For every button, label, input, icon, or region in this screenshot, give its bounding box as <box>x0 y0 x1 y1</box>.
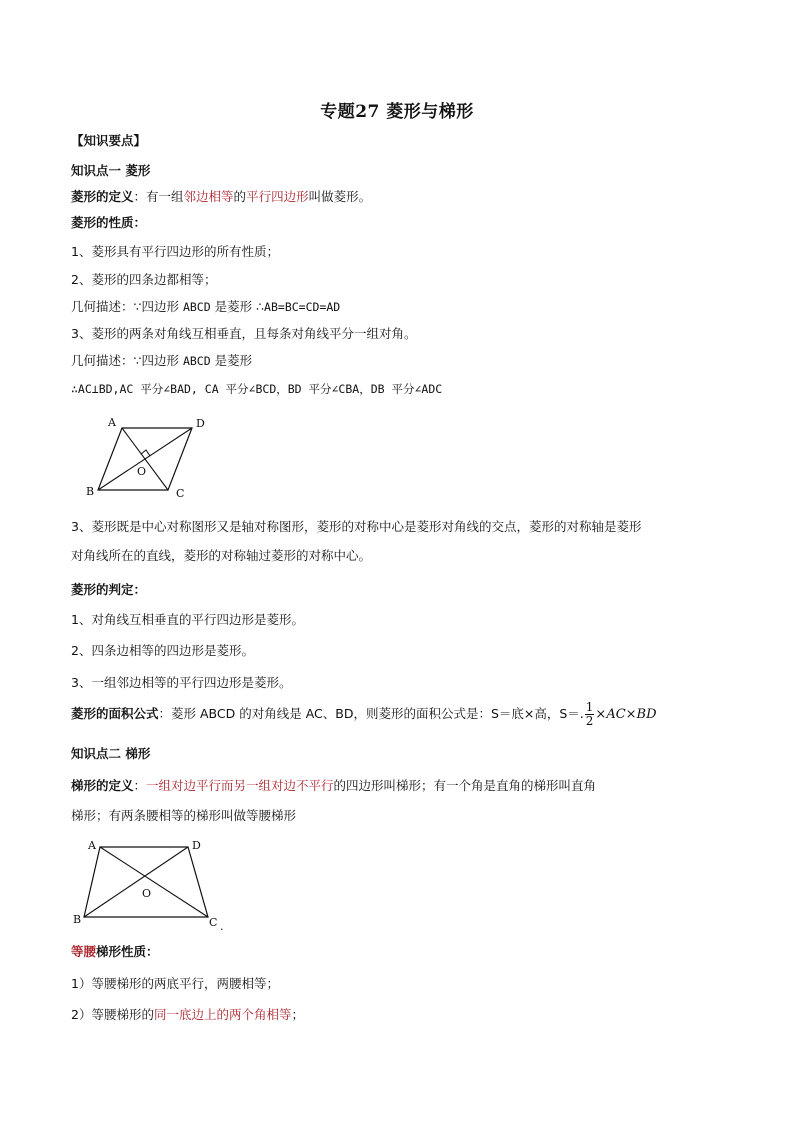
trap-def-red: 一组对边平行而另一组对边不平行 <box>146 778 334 793</box>
rhombus-area-formula <box>71 700 657 729</box>
area-tail: ×AC×BD <box>595 707 657 722</box>
trap-def-colon: ： <box>133 778 147 793</box>
trapezoid-label-d: D <box>192 839 201 852</box>
iso2-prefix: 2）等腰梯形的 <box>71 1007 154 1022</box>
kp1-heading: 知识点一 菱形 <box>71 163 151 178</box>
rhombus-prop-1: 1、菱形具有平行四边形的所有性质； <box>71 244 279 259</box>
isosceles-prop-2 <box>71 1007 304 1023</box>
rhombus-def-text1: ：有一组 <box>133 189 184 204</box>
symmetry-line-1: 3、菱形既是中心对称图形又是轴对称图形，菱形的对称中心是菱形对角线的交点，菱形的对称轴是菱形 <box>71 519 642 534</box>
trapezoid-label-a: A <box>88 839 96 852</box>
trapezoid-label-b: B <box>73 913 82 926</box>
area-fraction-numerator: 1 <box>585 700 594 714</box>
trapezoid-diagonal-bd <box>84 847 188 917</box>
rhombus-prop-3: 3、菱形的两条对角线互相垂直，且每条对角线平分一组对角。 <box>71 326 417 341</box>
iso2-end: ； <box>291 1007 304 1022</box>
trapezoid-shape <box>84 847 208 917</box>
geo2-end: 是菱形 <box>210 353 253 368</box>
trapezoid-period: . <box>220 920 224 933</box>
trapezoid-label-o: O <box>142 887 152 900</box>
trapezoid-definition <box>71 778 596 794</box>
trap-def-label: 梯形的定义 <box>71 778 134 793</box>
section-header: 【知识要点】 <box>71 133 147 148</box>
area-label: 菱形的面积公式 <box>71 706 159 721</box>
geo1-abcd: ABCD <box>182 300 211 314</box>
symmetry-line-2: 对角线所在的直线，菱形的对称轴过菱形的对称中心。 <box>71 548 372 563</box>
trapezoid-definition-line2: 梯形；有两条腰相等的梯形叫做等腰梯形 <box>71 808 297 823</box>
area-fraction-denominator: 2 <box>585 714 594 728</box>
rhombus-label-c: C <box>176 487 185 500</box>
isosceles-prop-1: 1）等腰梯形的两底平行，两腰相等； <box>71 976 279 991</box>
iso-label-red: 等腰 <box>71 944 97 959</box>
geo1-prefix: 几何描述：∵四边形 <box>71 299 183 314</box>
rhombus-def-text2: 的 <box>233 189 247 204</box>
geo2-abcd: ABCD <box>182 354 211 368</box>
geometry-desc-1 <box>71 299 340 315</box>
rhombus-diagonal-bd <box>98 428 192 490</box>
rhombus-props-label: 菱形的性质： <box>71 215 147 230</box>
rhombus-def-red2: 平行四边形 <box>246 189 309 204</box>
trapezoid-diagonal-ac <box>100 847 208 917</box>
isosceles-props-label <box>71 944 159 960</box>
rhombus-def-text3: 叫做菱形。 <box>308 189 372 204</box>
area-fraction <box>585 701 595 728</box>
geometry-desc-2 <box>71 353 252 369</box>
iso-label-black: 梯形性质： <box>96 944 159 959</box>
rhombus-judge-3: 3、一组邻边相等的平行四边形是菱形。 <box>71 675 292 690</box>
rhombus-diagram <box>80 410 205 510</box>
rhombus-judge-1: 1、对角线互相垂直的平行四边形是菱形。 <box>71 612 304 627</box>
kp2-heading: 知识点二 梯形 <box>71 746 151 761</box>
rhombus-label-o: O <box>137 465 147 478</box>
page-title: 专题27 菱形与梯形 <box>320 102 474 122</box>
trapezoid-label-c: C <box>209 916 218 929</box>
rhombus-symmetry-paragraph <box>71 512 721 570</box>
iso2-red: 同一底边上的两个角相等 <box>153 1007 292 1022</box>
rhombus-label-a: A <box>108 416 116 429</box>
geo1-mid: 是菱形 ∴ <box>210 299 265 314</box>
trapezoid-diagram <box>70 835 230 935</box>
area-text: ：菱形 ABCD 的对角线是 AC、BD，则菱形的面积公式是：S＝底×高，S＝. <box>158 706 584 721</box>
rhombus-judge-2: 2、四条边相等的四边形是菱形。 <box>71 643 254 658</box>
rhombus-definition <box>71 189 371 205</box>
geo2-prefix: 几何描述：∵四边形 <box>71 353 183 368</box>
rhombus-def-label: 菱形的定义 <box>71 189 134 204</box>
rhombus-label-b: B <box>86 485 95 498</box>
rhombus-judge-label: 菱形的判定： <box>71 582 147 597</box>
rhombus-label-d: D <box>196 417 205 430</box>
geo1-eq: AB=BC=CD=AD <box>264 300 341 314</box>
geometry-conclusion: ∴AC⊥BD,AC 平分∠BAD, CA 平分∠BCD，BD 平分∠CBA，DB 平分∠ADC <box>71 382 443 396</box>
rhombus-prop-2: 2、菱形的四条边都相等； <box>71 272 217 287</box>
trap-def-end: 的四边形叫梯形；有一个角是直角的梯形叫直角 <box>333 778 597 793</box>
rhombus-def-red1: 邻边相等 <box>183 189 234 204</box>
